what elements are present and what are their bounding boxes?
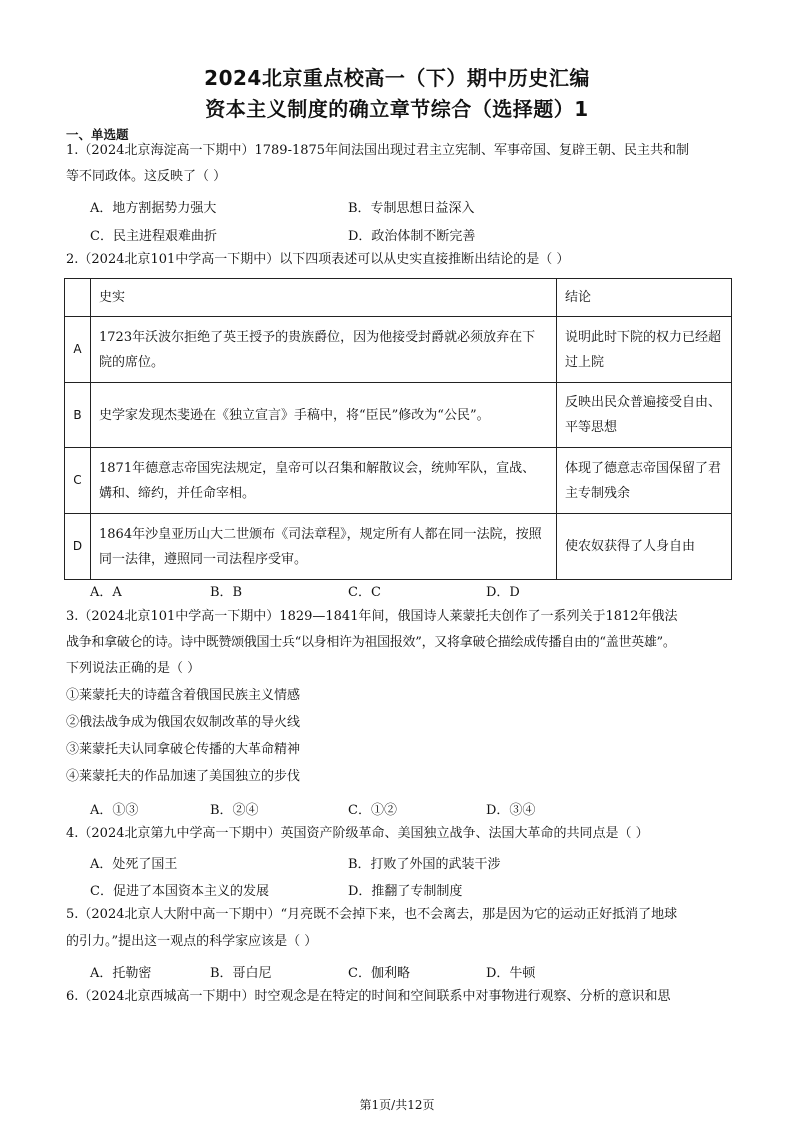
q1-option-c[interactable]: C．民主进程艰难曲折 <box>90 229 217 244</box>
table-row <box>65 514 732 580</box>
q5-option-a[interactable]: A．托勒密 <box>90 966 152 981</box>
table-row <box>65 448 732 514</box>
table-header-row <box>65 279 732 317</box>
q5-option-b[interactable]: B．哥白尼 <box>210 966 272 981</box>
question-5-text-cont: 的引力。”提出这一观点的科学家应该是（ ） <box>66 934 318 949</box>
row-label: C <box>65 448 91 514</box>
document-title: 2024北京重点校高一（下）期中历史汇编 <box>204 66 590 90</box>
q5-option-c[interactable]: C．伽利略 <box>348 966 410 981</box>
document-subtitle: 资本主义制度的确立章节综合（选择题）1 <box>205 97 589 121</box>
q3-option-d[interactable]: D．③④ <box>486 803 536 818</box>
q3-statement-1: ①莱蒙托夫的诗蕴含着俄国民族主义情感 <box>66 688 301 703</box>
q1-option-a[interactable]: A．地方割据势力强大 <box>90 201 217 216</box>
table-row <box>65 317 732 383</box>
table-header-conclusion: 结论 <box>557 279 732 317</box>
q2-option-a[interactable]: A．A <box>90 585 122 600</box>
page-number: 第1页/共12页 <box>359 1098 435 1112</box>
q2-option-d[interactable]: D．D <box>486 585 520 600</box>
table-header-label <box>65 279 91 317</box>
section-label: 一、单选题 <box>66 127 129 142</box>
row-fact: 1723年沃波尔拒绝了英王授予的贵族爵位，因为他接受封爵就必须放弃在下院的席位。 <box>91 317 557 383</box>
q3-statement-4: ④莱蒙托夫的作品加速了美国独立的步伐 <box>66 769 301 784</box>
question-4-text: 4.（2024北京第九中学高一下期中）英国资产阶级革命、美国独立战争、法国大革命的共同点是（ ） <box>66 826 649 841</box>
question-3-text-cont: 战争和拿破仑的诗。诗中既赞颂俄国士兵“以身相许为祖国报效”，又将拿破仑描绘成传播自由的“盖世英雄”。 <box>66 635 676 650</box>
row-label: A <box>65 317 91 383</box>
q3-statement-2: ②俄法战争成为俄国农奴制改革的导火线 <box>66 715 301 730</box>
row-conclusion: 体现了德意志帝国保留了君主专制残余 <box>557 448 732 514</box>
q2-option-c[interactable]: C．C <box>348 585 381 600</box>
question-3-text-cont2: 下列说法正确的是（ ） <box>66 661 201 676</box>
table-row <box>65 383 732 448</box>
history-fact-table <box>64 278 732 580</box>
question-6-text: 6.（2024北京西城高一下期中）时空观念是在特定的时间和空间联系中对事物进行观察、分析的意识和思 <box>66 989 671 1004</box>
row-label: B <box>65 383 91 448</box>
q1-option-d[interactable]: D．政治体制不断完善 <box>348 229 476 244</box>
question-3-text: 3.（2024北京101中学高一下期中）1829—1841年间，俄国诗人莱蒙托夫创作了一系列关于1812年俄法 <box>66 609 678 624</box>
q3-statement-3: ③莱蒙托夫认同拿破仑传播的大革命精神 <box>66 742 301 757</box>
q3-option-b[interactable]: B．②④ <box>210 803 259 818</box>
q5-option-d[interactable]: D．牛顿 <box>486 966 536 981</box>
q4-option-a[interactable]: A．处死了国王 <box>90 857 178 872</box>
question-1-text-cont: 等不同政体。这反映了（ ） <box>66 169 227 184</box>
q4-option-b[interactable]: B．打败了外国的武装干涉 <box>348 857 501 872</box>
question-2-text: 2.（2024北京101中学高一下期中）以下四项表述可以从史实直接推断出结论的是（ ） <box>66 252 570 267</box>
q4-option-c[interactable]: C．促进了本国资本主义的发展 <box>90 884 269 899</box>
question-1-text: 1.（2024北京海淀高一下期中）1789-1875年间法国出现过君主立宪制、军事帝国、复辟王朝、民主共和制 <box>66 143 690 158</box>
q3-option-c[interactable]: C．①② <box>348 803 397 818</box>
row-fact: 1864年沙皇亚历山大二世颁布《司法章程》，规定所有人都在同一法院，按照同一法律，遵照同一司法程序受审。 <box>91 514 557 580</box>
row-label: D <box>65 514 91 580</box>
q3-option-a[interactable]: A．①③ <box>90 803 139 818</box>
row-conclusion: 说明此时下院的权力已经超过上院 <box>557 317 732 383</box>
q4-option-d[interactable]: D．推翻了专制制度 <box>348 884 463 899</box>
q2-option-b[interactable]: B．B <box>210 585 243 600</box>
row-conclusion: 使农奴获得了人身自由 <box>557 514 732 580</box>
table-header-fact: 史实 <box>91 279 557 317</box>
row-fact: 1871年德意志帝国宪法规定，皇帝可以召集和解散议会，统帅军队，宣战、媾和、缔约，并任命宰相。 <box>91 448 557 514</box>
row-conclusion: 反映出民众普遍接受自由、平等思想 <box>557 383 732 448</box>
row-fact: 史学家发现杰斐逊在《独立宣言》手稿中，将“臣民”修改为“公民”。 <box>91 383 557 448</box>
question-5-text: 5.（2024北京人大附中高一下期中）“月亮既不会掉下来，也不会离去，那是因为它的运动正好抵消了地球 <box>66 907 678 922</box>
q1-option-b[interactable]: B．专制思想日益深入 <box>348 201 475 216</box>
